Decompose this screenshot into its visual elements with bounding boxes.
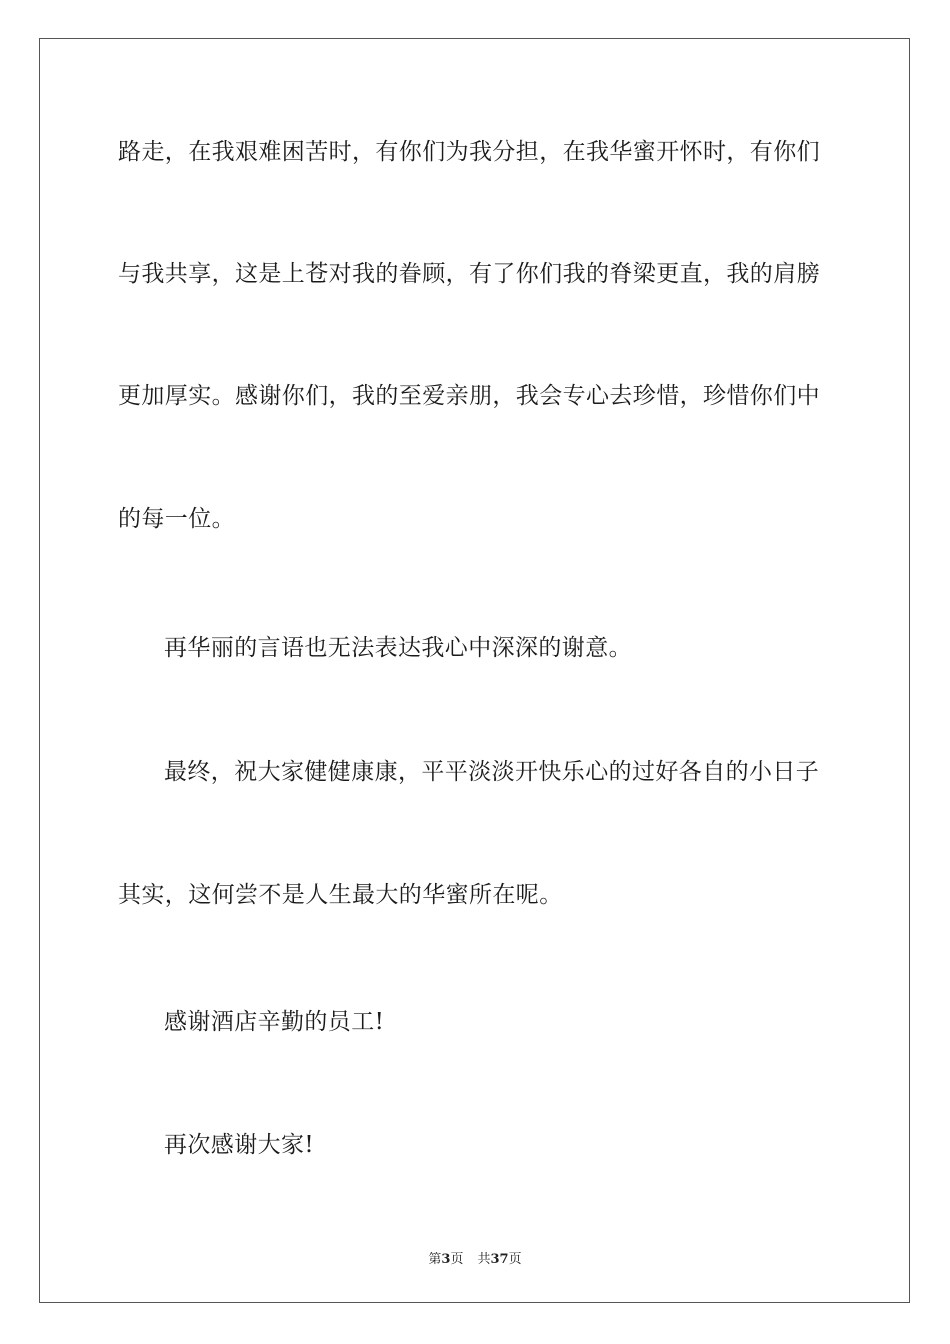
body-paragraph-2: 再华丽的言语也无法表达我心中深深的谢意。 [164, 635, 632, 661]
total-prefix: 共 [477, 1252, 491, 1267]
body-paragraph-3-line-1: 最终，祝大家健健康康，平平淡淡开快乐心的过好各自的小日子 [164, 759, 820, 785]
total-suffix: 页 [508, 1252, 522, 1267]
body-line-4: 的每一位。 [118, 506, 235, 532]
page-footer [0, 1248, 950, 1267]
page-suffix: 页 [450, 1252, 464, 1267]
page-prefix: 第 [428, 1252, 442, 1267]
body-paragraph-4: 感谢酒店辛勤的员工! [164, 1009, 385, 1035]
body-line-3: 更加厚实。感谢你们，我的至爱亲朋，我会专心去珍惜，珍惜你们中 [118, 383, 820, 409]
body-line-2: 与我共享，这是上苍对我的眷顾，有了你们我的脊梁更直，我的肩膀 [118, 261, 820, 287]
page-frame [39, 38, 910, 1303]
total-pages: 37 [490, 1252, 509, 1267]
body-paragraph-5: 再次感谢大家! [164, 1132, 315, 1158]
page-number: 3 [441, 1252, 451, 1267]
body-paragraph-3-line-2: 其实，这何尝不是人生最大的华蜜所在呢。 [118, 882, 563, 908]
body-line-1: 路走，在我艰难困苦时，有你们为我分担，在我华蜜开怀时，有你们 [118, 139, 820, 165]
